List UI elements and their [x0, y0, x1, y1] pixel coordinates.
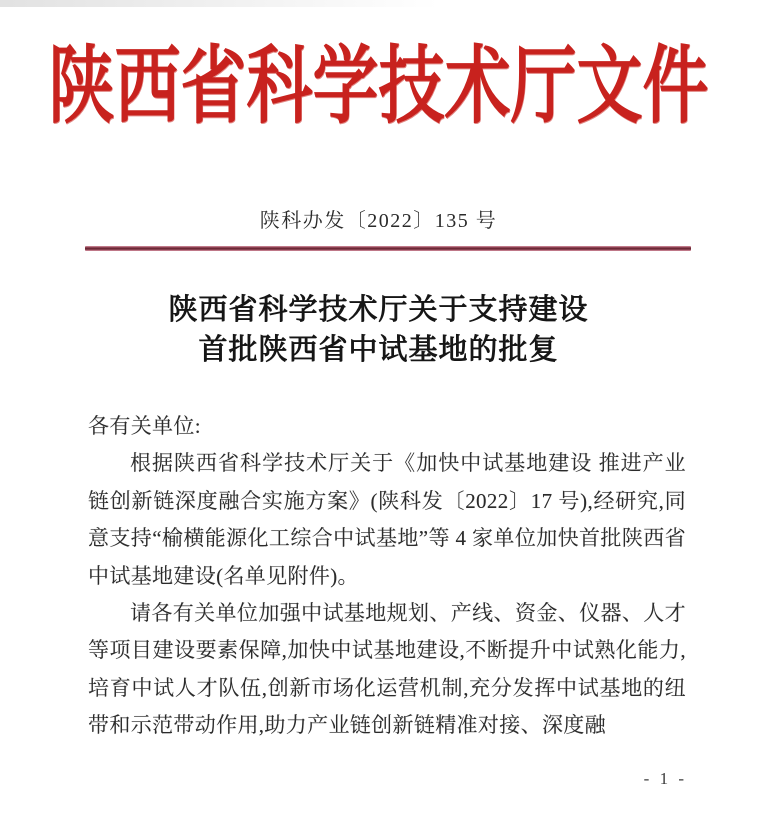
- scan-artifact-edge: [0, 0, 439, 7]
- red-separator-line: [85, 246, 691, 251]
- document-title: [0, 290, 757, 370]
- body-paragraph-1: 根据陕西省科学技术厅关于《加快中试基地建设 推进产业链创新链深度融合实施方案》(陕科发〔2022〕17 号),经研究,同意支持“榆横能源化工综合中试基地”等 4 家单位加快首批陕西省中试基地建设(名单见附件)。: [88, 451, 686, 588]
- document-title-line2: 首批陕西省中试基地的批复: [198, 334, 559, 366]
- doc-number: 陕科办发〔2022〕135 号: [259, 210, 498, 232]
- letterhead-title: 陕西省科学技术厅文件: [48, 40, 709, 135]
- body-paragraph-2: 请各有关单位加强中试基地规划、产线、资金、仪器、人才等项目建设要素保障,加快中试基地建设,不断提升中试熟化能力,培育中试人才队伍,创新市场化运营机制,充分发挥中试基地的纽带和示范带动作用,助力产业链创新链精准对接、深度融: [88, 601, 686, 738]
- document-body: [88, 408, 686, 745]
- document-title-line1: 陕西省科学技术厅关于支持建设: [168, 294, 589, 326]
- salutation: 各有关单位:: [88, 414, 201, 438]
- letterhead: [0, 40, 757, 135]
- page-number: - 1 -: [643, 769, 687, 788]
